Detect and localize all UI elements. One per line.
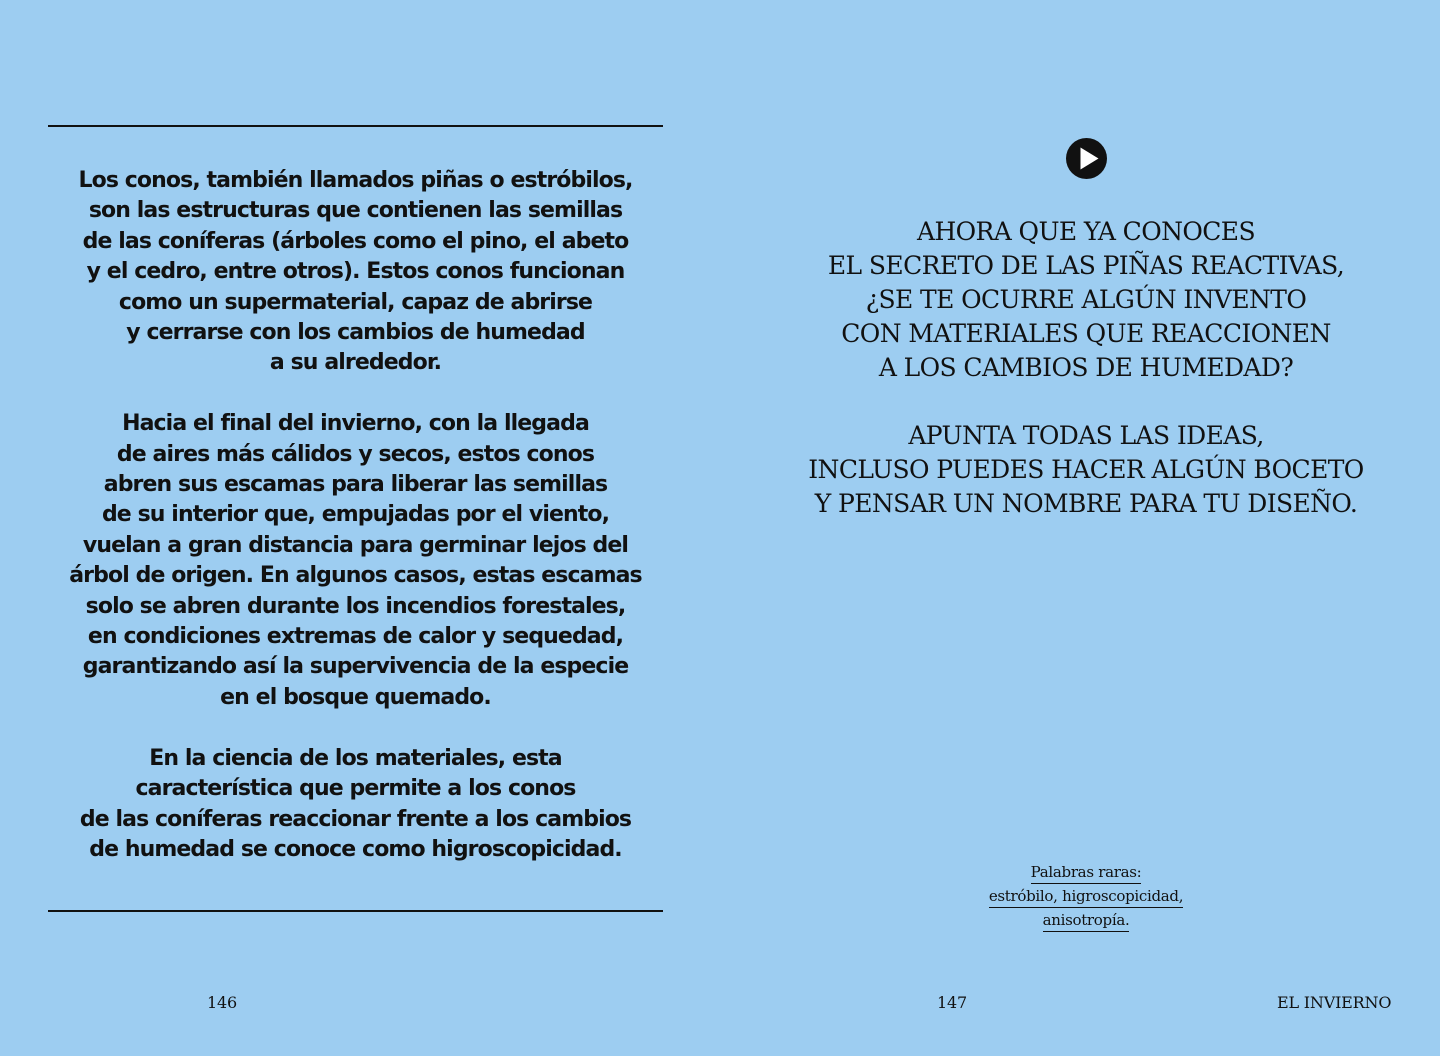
page-number-right: 147 (937, 993, 967, 1012)
rare-words-line-2: anisotropía. (1043, 909, 1130, 932)
rare-words-heading: Palabras raras: (1031, 861, 1142, 884)
activity-question (760, 215, 1412, 521)
bottom-divider (48, 910, 663, 912)
body-paragraph-1: Los conos, también llamados piñas o estróbilos, son las estructuras que contienen las semillas de las coníferas (árboles como el pino, el abeto y el cedro, entre otros). Estos conos funcionan como un supermaterial, capaz de abrirse y cerrarse con los cambios de humedad a su alrededor. (78, 168, 633, 376)
question-paragraph-1: AHORA QUE YA CONOCES EL SECRETO DE LAS PIÑAS REACTIVAS, ¿SE TE OCURRE ALGÚN INVENTO CON MATERIALES QUE REACCIONEN A LOS CAMBIOS DE HUMEDAD? (827, 217, 1345, 382)
section-title: EL INVIERNO (1277, 993, 1392, 1012)
body-paragraph-3: En la ciencia de los materiales, esta característica que permite a los conos de las coníferas reaccionar frente a los cambios de humedad se conoce como higroscopicidad. (79, 745, 632, 862)
top-divider (48, 125, 663, 127)
page-number-left: 146 (207, 993, 237, 1012)
play-circle-icon[interactable] (1066, 138, 1107, 179)
rare-words-line-1: estróbilo, higroscopicidad, (989, 885, 1183, 908)
rare-words-box (940, 860, 1232, 932)
question-paragraph-2: APUNTA TODAS LAS IDEAS, INCLUSO PUEDES HACER ALGÚN BOCETO Y PENSAR UN NOMBRE PARA TU DISEÑO. (808, 421, 1364, 518)
body-text (48, 166, 663, 865)
body-paragraph-2: Hacia el final del invierno, con la llegada de aires más cálidos y secos, estos conos abren sus escamas para liberar las semillas de su interior que, empujadas por el viento, vuelan a gran distancia para germinar lejos del árbol de origen. En algunos casos, estas escamas solo se abren durante los incendios forestales, en condiciones extremas de calor y sequedad, garantizando así la supervivencia de la especie en el bosque quemado. (69, 411, 642, 710)
